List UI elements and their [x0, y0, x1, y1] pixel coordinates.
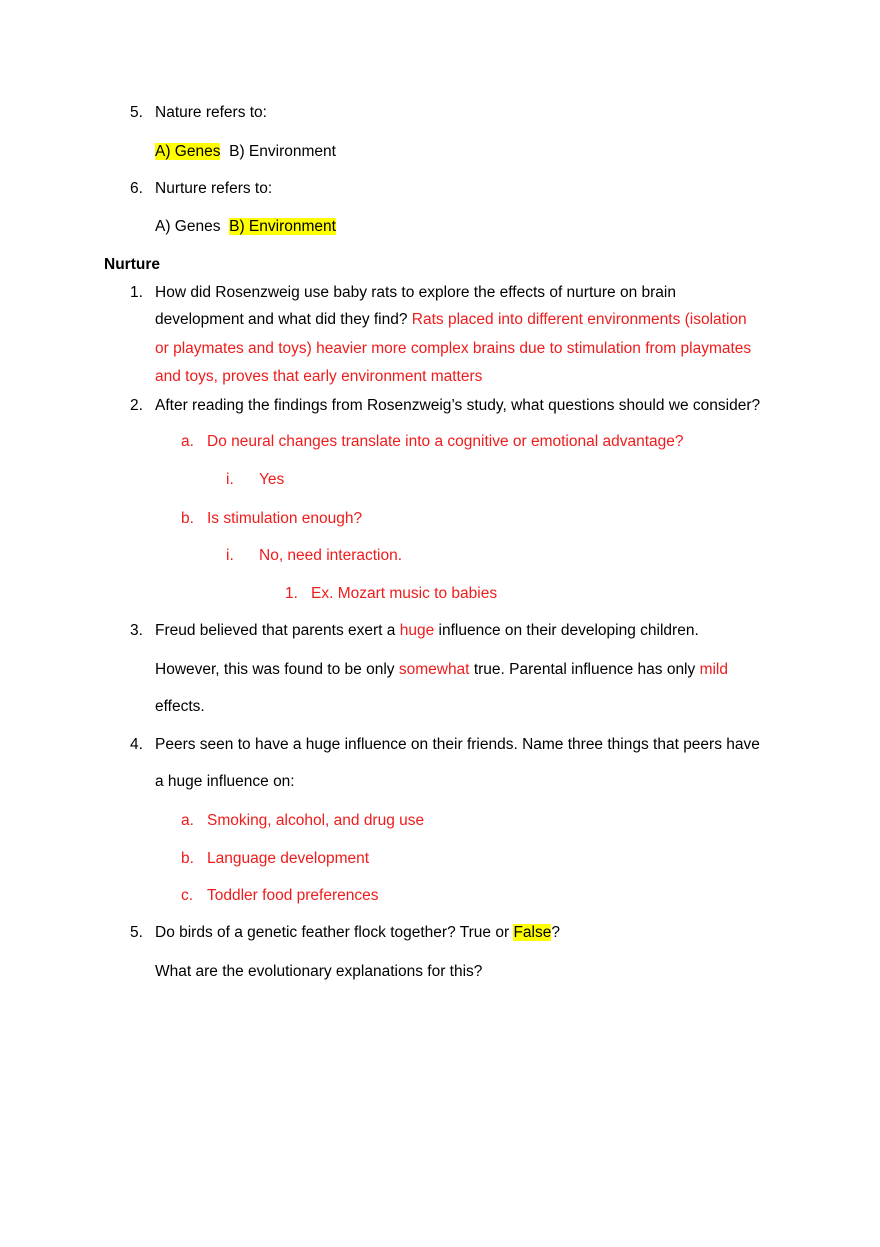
option-b: B) Environment: [229, 143, 336, 160]
nurture-question-5-text: [155, 924, 560, 942]
question-text: true. Parental influence has only: [473, 661, 696, 678]
sub-answer-b: Is stimulation enough?: [207, 510, 363, 527]
question-text: development and what did they find?: [155, 311, 408, 328]
nurture-question-3-number: 3.: [130, 622, 143, 639]
option-b-highlighted: B) Environment: [229, 218, 336, 235]
question-text: Freud believed that parents exert a: [155, 622, 396, 639]
question-6-text: Nurture refers to:: [155, 180, 273, 197]
question-mark: ?: [551, 924, 560, 941]
sub-answer-a-i: Yes: [259, 471, 285, 488]
peer-influence-a: Smoking, alcohol, and drug use: [207, 812, 425, 829]
answer-false-highlighted: False: [513, 924, 552, 941]
list-marker-i: i.: [226, 547, 234, 564]
nurture-question-4-line-1: Peers seen to have a huge influence on their friends. Name three things that peers have: [155, 736, 760, 753]
question-5-number: 5.: [130, 104, 143, 121]
peer-influence-b: Language development: [207, 850, 370, 867]
nurture-question-1-line-1: How did Rosenzweig use baby rats to explore the effects of nurture on brain: [155, 284, 676, 301]
answer-mild: mild: [699, 661, 728, 678]
answer-text: Rats placed into different environments (isolation: [411, 311, 747, 328]
list-marker-a: a.: [181, 433, 194, 450]
question-6-number: 6.: [130, 180, 143, 197]
question-text: However, this was found to be only: [155, 661, 395, 678]
sub-answer-b-i: No, need interaction.: [259, 547, 403, 564]
nurture-question-1-number: 1.: [130, 284, 143, 301]
option-a-highlighted: A) Genes: [155, 143, 221, 160]
nurture-question-5-followup: What are the evolutionary explanations for this?: [155, 963, 483, 980]
sub-answer-b-i-1: Ex. Mozart music to babies: [311, 585, 498, 602]
question-text: Do birds of a genetic feather flock together? True or: [155, 924, 510, 941]
list-marker-1: 1.: [285, 585, 298, 602]
nurture-question-3-line-2: [155, 661, 728, 679]
list-marker-i: i.: [226, 471, 234, 488]
answer-huge: huge: [399, 622, 435, 639]
nurture-question-4-line-2: a huge influence on:: [155, 773, 295, 790]
nurture-question-5-number: 5.: [130, 924, 143, 941]
nurture-question-1-line-2: [155, 311, 747, 329]
option-a: A) Genes: [155, 218, 221, 235]
peer-influence-c: Toddler food preferences: [207, 887, 379, 904]
section-heading-nurture: Nurture: [104, 256, 160, 273]
list-marker-b: b.: [181, 510, 194, 527]
question-6-options: [155, 218, 336, 236]
nurture-question-3-line-1: [155, 622, 699, 640]
nurture-question-3-line-3: effects.: [155, 698, 205, 715]
list-marker-c: c.: [181, 887, 194, 904]
list-marker-b: b.: [181, 850, 194, 867]
nurture-question-2-number: 2.: [130, 397, 143, 414]
sub-answer-a: Do neural changes translate into a cognitive or emotional advantage?: [207, 433, 684, 450]
list-marker-a: a.: [181, 812, 194, 829]
nurture-answer-1-line-3: and toys, proves that early environment matters: [155, 368, 483, 385]
nurture-answer-1-line-2: or playmates and toys) heavier more complex brains due to stimulation from playmates: [155, 340, 752, 357]
nurture-question-2-text: After reading the findings from Rosenzweig’s study, what questions should we consider?: [155, 397, 761, 414]
answer-somewhat: somewhat: [398, 661, 470, 678]
question-5-text: Nature refers to:: [155, 104, 267, 121]
question-text: influence on their developing children.: [438, 622, 699, 639]
question-5-options: [155, 143, 336, 161]
nurture-question-4-number: 4.: [130, 736, 143, 753]
